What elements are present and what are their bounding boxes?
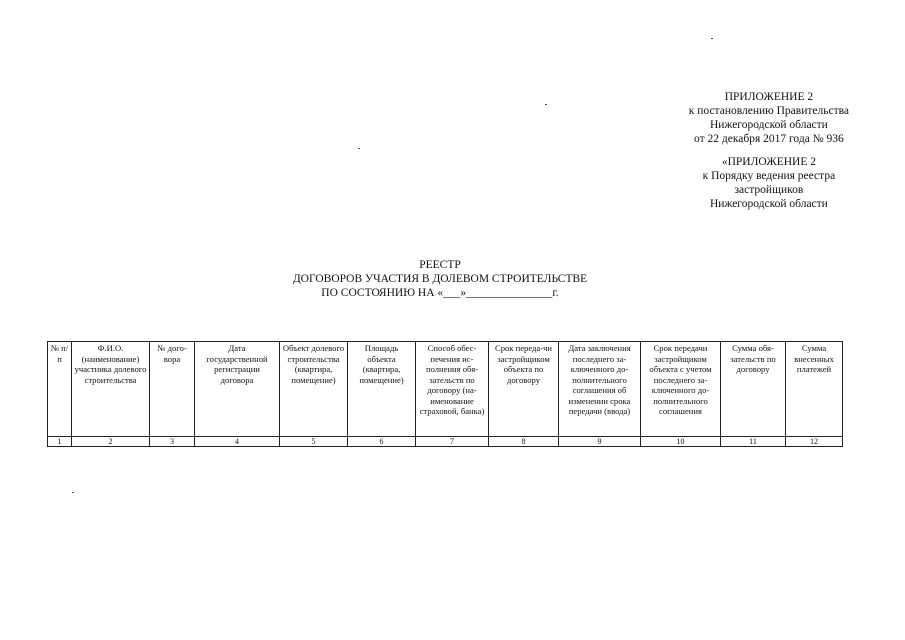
column-header: Сумма внесенных платежей: [786, 342, 843, 437]
appendix-title-2: «ПРИЛОЖЕНИЕ 2: [721, 156, 816, 168]
appendix-line: Нижегородской области: [709, 119, 828, 131]
scan-speck: [358, 148, 360, 149]
header-row: [48, 342, 843, 437]
column-header: Сумма обя-зательств по договору: [721, 342, 786, 437]
registry-table: [47, 341, 843, 447]
scan-speck: [545, 104, 547, 105]
appendix-line: Нижегородской области: [709, 198, 828, 210]
column-number: 4: [195, 437, 280, 447]
appendix-title: ПРИЛОЖЕНИЕ 2: [724, 91, 814, 103]
column-number: 3: [150, 437, 195, 447]
appendix-line: к Порядку ведения реестра: [702, 170, 836, 182]
column-header: Объект долевого строительства (квартира, помещение): [280, 342, 348, 437]
column-number: 1: [48, 437, 72, 447]
column-number: 8: [489, 437, 559, 447]
column-header: Ф.И.О. (наименование) участника долевого строительства: [72, 342, 150, 437]
column-header: Срок переда-чи застройщиком объекта по договору: [489, 342, 559, 437]
column-header: Площадь объекта (квартира, помещение): [348, 342, 416, 437]
column-number: 12: [786, 437, 843, 447]
appendix-line: к постановлению Правительства: [688, 105, 849, 117]
column-header: Дата заключения последнего за-ключенного до-полнительного соглашения об изменении срока передачи (ввода): [559, 342, 641, 437]
column-number: 5: [280, 437, 348, 447]
appendix-line: от 22 декабря 2017 года № 936: [694, 133, 844, 145]
column-header: Срок передачи застройщиком объекта с учетом последнего за-ключенного до-полнительного соглашения: [641, 342, 721, 437]
column-header: № дого-вора: [150, 342, 195, 437]
column-number: 6: [348, 437, 416, 447]
column-number: 9: [559, 437, 641, 447]
spacer: [689, 146, 849, 155]
appendix-line: застройщиков: [734, 184, 804, 196]
scan-speck: [711, 38, 713, 39]
scan-speck: [72, 492, 74, 493]
appendix-block: [689, 90, 849, 211]
document-title: [210, 258, 670, 300]
column-header: № п/п: [48, 342, 72, 437]
title-line-3: ПО СОСТОЯНИЮ НА «___»_______________г.: [321, 287, 559, 299]
column-number-row: [48, 437, 843, 447]
column-number: 11: [721, 437, 786, 447]
column-number: 7: [416, 437, 489, 447]
title-line-1: РЕЕСТР: [419, 259, 461, 271]
column-number: 2: [72, 437, 150, 447]
column-number: 10: [641, 437, 721, 447]
column-header: Дата государственной регистрации договора: [195, 342, 280, 437]
column-header: Способ обес-печения ис-полнения обя-зательств по договору (на-именование страховой, банка): [416, 342, 489, 437]
title-line-2: ДОГОВОРОВ УЧАСТИЯ В ДОЛЕВОМ СТРОИТЕЛЬСТВЕ: [292, 273, 588, 285]
